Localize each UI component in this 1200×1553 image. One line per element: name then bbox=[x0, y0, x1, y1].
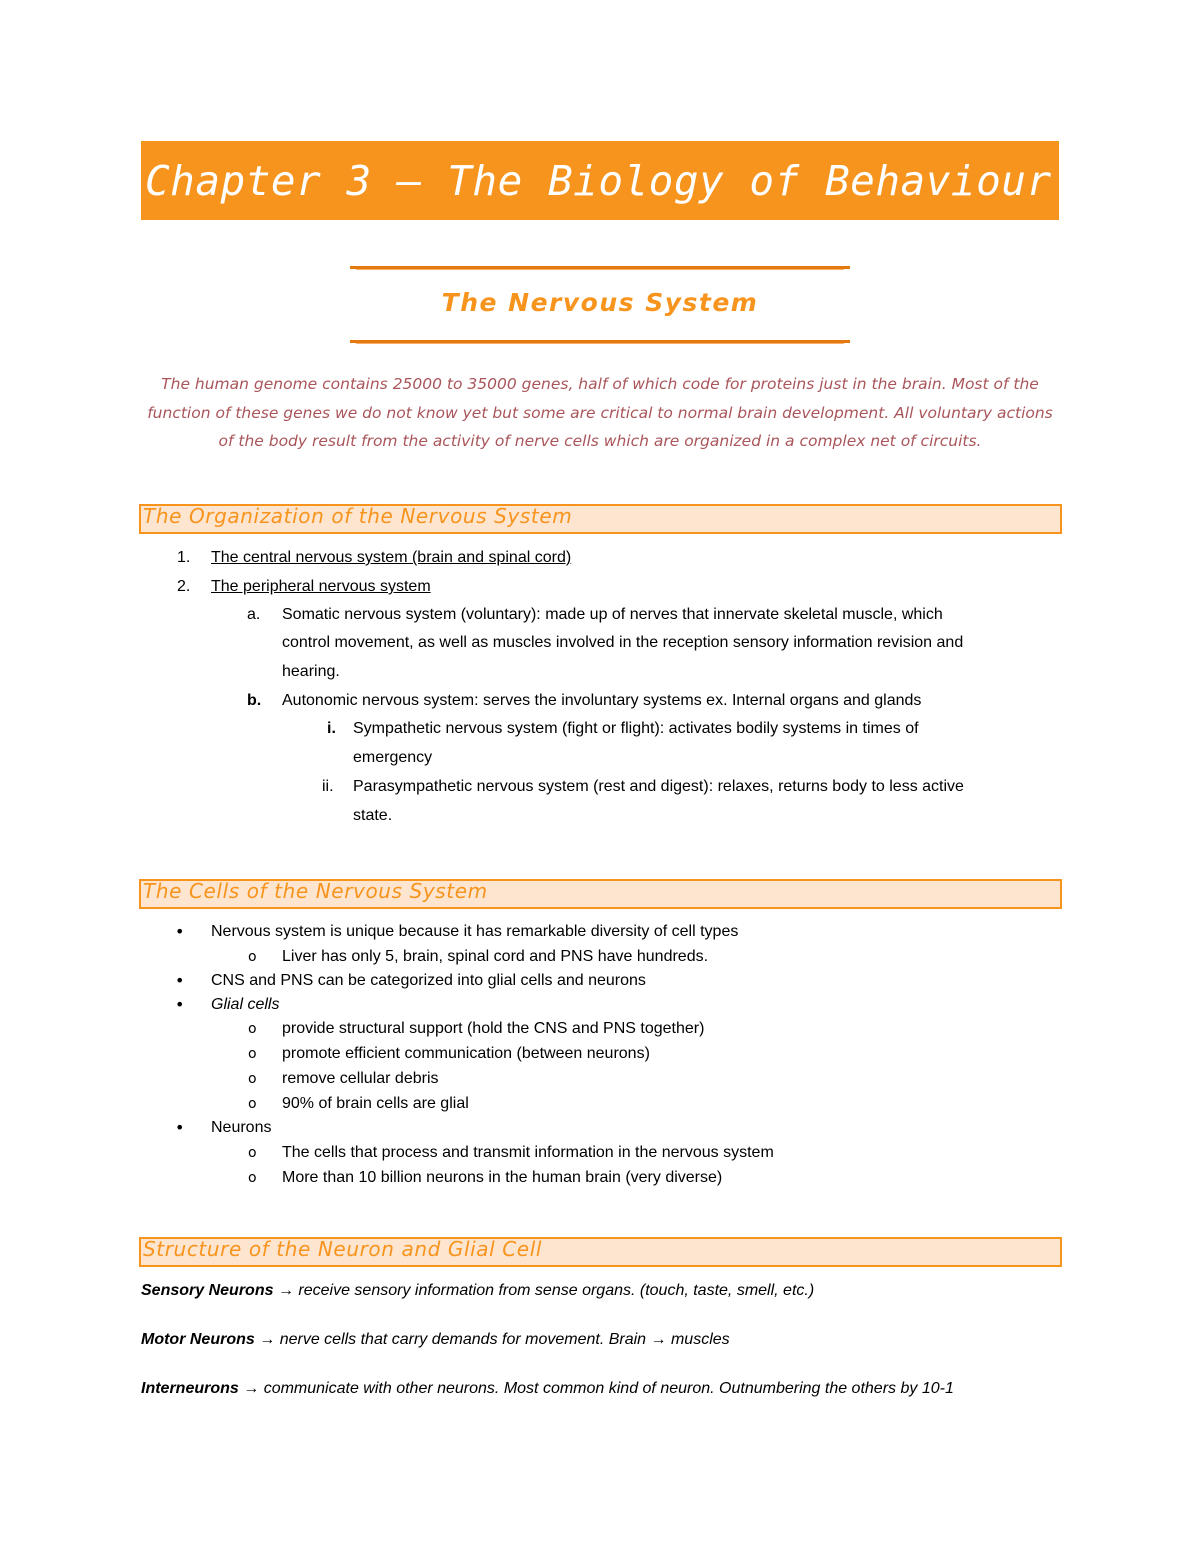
list-item: The peripheral nervous system bbox=[211, 578, 431, 595]
definition-line bbox=[141, 1379, 954, 1399]
definition-term: Sensory Neurons bbox=[141, 1282, 274, 1299]
arrow-icon: → bbox=[259, 1331, 276, 1348]
list-item: The central nervous system (brain and spinal cord) bbox=[211, 549, 572, 566]
sub-bullet-item: The cells that process and transmit information in the nervous system bbox=[282, 1144, 774, 1161]
sub-bullet-item: promote efficient communication (between neurons) bbox=[282, 1045, 650, 1062]
list-marker: a. bbox=[247, 606, 261, 623]
list-marker: b. bbox=[247, 692, 262, 709]
bullet-icon: • bbox=[175, 995, 185, 1014]
definition-line bbox=[141, 1330, 730, 1350]
chapter-title-banner bbox=[141, 141, 1059, 220]
sub-bullet-icon: o bbox=[248, 1096, 257, 1112]
arrow-icon: → bbox=[277, 1282, 294, 1299]
list-item: Parasympathetic nervous system (rest and digest): relaxes, returns body to less active bbox=[353, 778, 964, 795]
list-item-continued: hearing. bbox=[282, 663, 340, 680]
sub-bullet-icon: o bbox=[248, 1145, 257, 1161]
bullet-item: Nervous system is unique because it has remarkable diversity of cell types bbox=[211, 923, 739, 940]
section-heading: The Organization of the Nervous System bbox=[143, 504, 573, 528]
list-item: Sympathetic nervous system (fight or flight): activates bodily systems in times of bbox=[353, 720, 919, 737]
section-heading: Structure of the Neuron and Glial Cell bbox=[143, 1237, 543, 1261]
bullet-item: Neurons bbox=[211, 1119, 272, 1136]
definition-text: communicate with other neurons. Most common kind of neuron. Outnumbering the others by 10-1 bbox=[263, 1380, 954, 1397]
sub-bullet-item: 90% of brain cells are glial bbox=[282, 1095, 469, 1112]
sub-bullet-item: provide structural support (hold the CNS and PNS together) bbox=[282, 1020, 705, 1037]
list-item-continued: state. bbox=[353, 807, 393, 824]
list-item: Somatic nervous system (voluntary): made up of nerves that innervate skeletal muscle, which bbox=[282, 606, 943, 623]
definition-term: Interneurons bbox=[141, 1380, 239, 1397]
bottom-divider bbox=[350, 340, 850, 345]
sub-bullet-item: remove cellular debris bbox=[282, 1070, 439, 1087]
sub-bullet-icon: o bbox=[248, 949, 257, 965]
sub-bullet-icon: o bbox=[248, 1021, 257, 1037]
top-divider bbox=[350, 266, 850, 271]
definition-text: receive sensory information from sense organs. (touch, taste, smell, etc.) bbox=[298, 1282, 815, 1299]
bullet-item: Glial cells bbox=[211, 996, 280, 1013]
sub-bullet-icon: o bbox=[248, 1170, 257, 1186]
section-heading-box bbox=[139, 504, 1062, 534]
list-marker: ii. bbox=[322, 778, 334, 795]
section-subtitle: The Nervous System bbox=[441, 288, 759, 317]
bullet-item: CNS and PNS can be categorized into glial cells and neurons bbox=[211, 972, 646, 989]
list-marker: 2. bbox=[177, 578, 191, 595]
list-marker: i. bbox=[327, 720, 336, 737]
sub-bullet-icon: o bbox=[248, 1071, 257, 1087]
sub-bullet-icon: o bbox=[248, 1046, 257, 1062]
definition-text: nerve cells that carry demands for movement. Brain bbox=[279, 1331, 647, 1348]
bullet-icon: • bbox=[175, 971, 185, 990]
definition-line bbox=[141, 1281, 814, 1301]
definition-text: muscles bbox=[670, 1331, 730, 1348]
chapter-title: Chapter 3 – The Biology of Behaviour bbox=[145, 156, 1052, 205]
arrow-icon: → bbox=[650, 1331, 667, 1348]
sub-bullet-item: More than 10 billion neurons in the human brain (very diverse) bbox=[282, 1169, 723, 1186]
list-marker: 1. bbox=[177, 549, 191, 566]
bullet-icon: • bbox=[175, 922, 185, 941]
intro-paragraph: The human genome contains 25000 to 35000 genes, half of which code for proteins just in the brain. Most of the function of these genes we do not know yet but some are critical to normal brain development. All voluntary actions of the body result from the activity of nerve cells which are organized in a complex net of circuits. bbox=[147, 375, 1053, 450]
arrow-icon: → bbox=[243, 1380, 260, 1397]
section-heading-box bbox=[139, 1237, 1062, 1267]
list-item-continued: emergency bbox=[353, 749, 433, 766]
sub-bullet-item: Liver has only 5, brain, spinal cord and PNS have hundreds. bbox=[282, 948, 709, 965]
definition-term: Motor Neurons bbox=[141, 1331, 255, 1348]
list-item-continued: control movement, as well as muscles involved in the reception sensory information revision and bbox=[282, 634, 964, 651]
list-item: Autonomic nervous system: serves the involuntary systems ex. Internal organs and glands bbox=[282, 692, 922, 709]
bullet-icon: • bbox=[175, 1118, 185, 1137]
section-heading: The Cells of the Nervous System bbox=[143, 879, 488, 903]
section-heading-box bbox=[139, 879, 1062, 909]
